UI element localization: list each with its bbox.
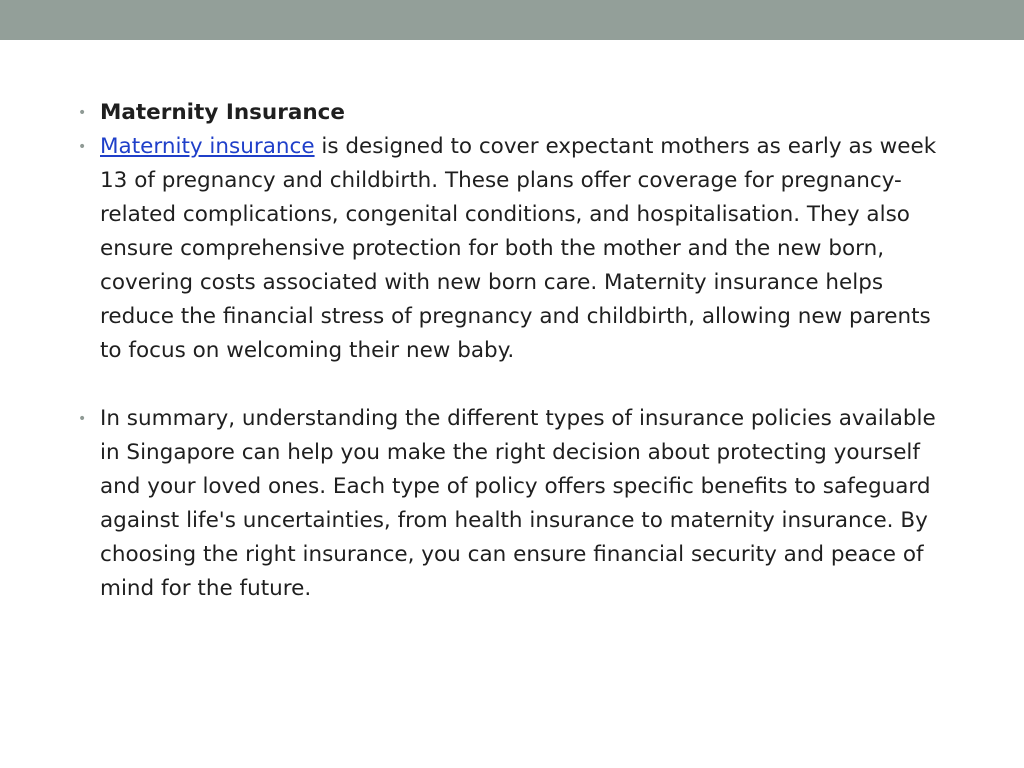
bullet-summary [78, 402, 958, 606]
bullet-dot-icon: • [78, 105, 87, 121]
slide-header-band [0, 0, 1024, 40]
bullet-description-text: is designed to cover expectant mothers as early as week 13 of pregnancy and childbirth. These plans offer coverage for pregnancy-related complications, congenital conditions, and hospitalisation. They also ensure comprehensive protection for both the mother and the new born, covering costs associated with new born care. Maternity insurance helps reduce the financial stress of pregnancy and childbirth, allowing new parents to focus on welcoming their new baby. [100, 134, 937, 363]
bullet-dot-icon: • [78, 411, 87, 427]
slide-body [78, 96, 958, 606]
bullet-heading-text: Maternity Insurance [100, 100, 345, 125]
bullet-maternity-heading [78, 96, 958, 130]
bullet-summary-text: In summary, understanding the different types of insurance policies available in Singapore can help you make the right decision about protecting yourself and your loved ones. Each type of policy offers specific benefits to safeguard against life's uncertainties, from health insurance to maternity insurance. By choosing the right insurance, you can ensure financial security and peace of mind for the future. [100, 406, 936, 601]
maternity-insurance-link[interactable]: Maternity insurance [100, 134, 315, 159]
bullet-maternity-description [78, 130, 958, 368]
bullet-dot-icon: • [78, 139, 87, 155]
